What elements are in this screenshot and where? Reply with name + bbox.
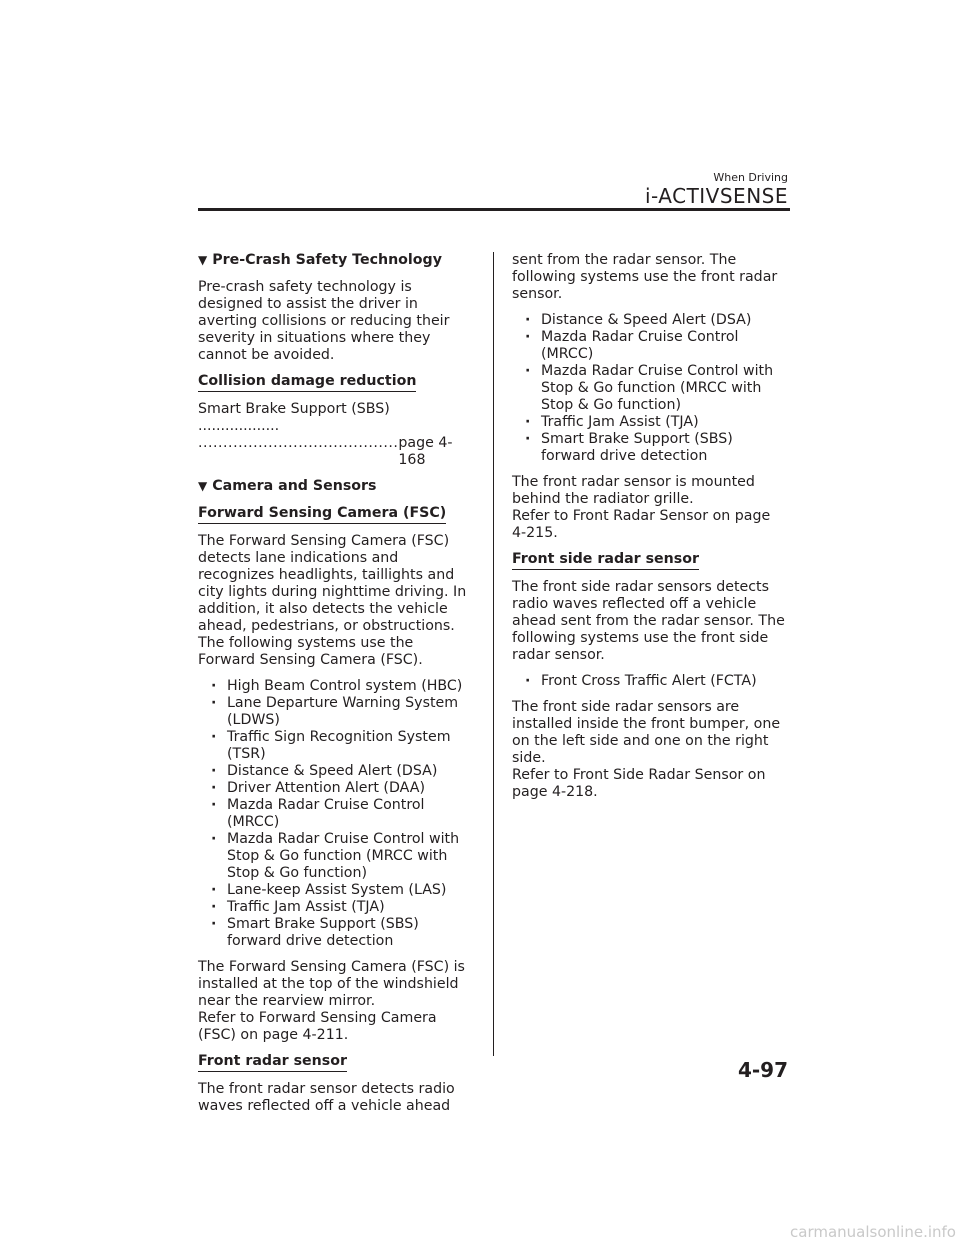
side-radar-system-list xyxy=(512,673,788,690)
list-item: · Mazda Radar Cruise Control with Stop & Go function (MRCC with Stop & Go function) xyxy=(211,831,474,882)
list-item: · Mazda Radar Cruise Control (MRCC) xyxy=(211,797,474,831)
list-item: · Distance & Speed Alert (DSA) xyxy=(525,312,788,329)
fsc-paragraph: The Forward Sensing Camera (FSC) detects lane indications and recognizes headlights, taillights and city lights during nighttime driving. In addition, it also detects the vehicle ahead, pedestrians, or obstructions. The following systems use the Forward Sensing Camera (FSC). xyxy=(198,533,467,668)
list-item: · Lane-keep Assist System (LAS) xyxy=(211,882,474,899)
heading-camera-sensors: ▼ Camera and Sensors xyxy=(198,478,377,494)
list-item: · Traffic Jam Assist (TJA) xyxy=(525,414,788,431)
page-number: 4-97 xyxy=(737,1058,788,1082)
list-item: · Smart Brake Support (SBS) forward drive detection xyxy=(211,916,474,950)
radar-refer-link[interactable]: Refer to Front Radar Sensor on page 4-215. xyxy=(512,508,771,541)
subheading-front-side-radar: Front side radar sensor xyxy=(512,551,699,570)
list-item: · Mazda Radar Cruise Control (MRCC) xyxy=(525,329,788,363)
side-radar-paragraph: The front side radar sensors detects radio waves reflected off a vehicle ahead sent from the radar sensor. The following systems use the front side radar sensor. xyxy=(512,579,785,663)
section-label: When Driving xyxy=(713,171,788,184)
sbs-page-link[interactable]: page 4-168 xyxy=(398,435,453,468)
sbs-reference-line: Smart Brake Support (SBS) .................. xyxy=(198,401,390,434)
header-rule xyxy=(198,208,790,211)
fsc-system-list xyxy=(198,678,474,950)
pre-crash-paragraph: Pre-crash safety technology is designed to assist the driver in averting collisions or reducing their severity in situations where they cannot be avoided. xyxy=(198,279,450,363)
radar-system-list xyxy=(512,312,788,465)
sbs-reference-page-row xyxy=(198,435,474,469)
list-item: · Distance & Speed Alert (DSA) xyxy=(211,763,474,780)
side-radar-install-text: The front side radar sensors are installed inside the front bumper, one on the left side and one on the right side. xyxy=(512,699,781,766)
fsc-refer-link[interactable]: Refer to Forward Sensing Camera (FSC) on page 4-211. xyxy=(198,1010,437,1043)
list-item: · Mazda Radar Cruise Control with Stop & Go function (MRCC with Stop & Go function) xyxy=(525,363,788,414)
list-item: · Front Cross Traffic Alert (FCTA) xyxy=(525,673,788,690)
side-radar-refer-link[interactable]: Refer to Front Side Radar Sensor on page 4-218. xyxy=(512,767,766,800)
fsc-install-text: The Forward Sensing Camera (FSC) is installed at the top of the windshield near the rearview mirror. xyxy=(198,959,465,1009)
leader-dots: ........................................ xyxy=(198,435,399,451)
subheading-front-radar: Front radar sensor xyxy=(198,1053,347,1072)
radar-paragraph-start: The front radar sensor detects radio waves reflected off a vehicle ahead xyxy=(198,1081,455,1114)
list-item: · Traffic Jam Assist (TJA) xyxy=(211,899,474,916)
list-item: · Driver Attention Alert (DAA) xyxy=(211,780,474,797)
triangle-down-icon: ▼ xyxy=(198,479,208,493)
watermark: carmanualsonline.info xyxy=(790,1223,956,1241)
list-item: · Lane Departure Warning System (LDWS) xyxy=(211,695,474,729)
list-item: · Smart Brake Support (SBS) forward drive detection xyxy=(525,431,788,465)
list-item: · High Beam Control system (HBC) xyxy=(211,678,474,695)
triangle-down-icon: ▼ xyxy=(198,253,208,267)
subheading-fsc: Forward Sensing Camera (FSC) xyxy=(198,505,446,524)
left-column xyxy=(198,252,474,1124)
right-column xyxy=(512,252,788,810)
radar-mount-text: The front radar sensor is mounted behind the radiator grille. xyxy=(512,474,755,507)
subheading-collision: Collision damage reduction xyxy=(198,373,416,392)
radar-paragraph-continued: sent from the radar sensor. The following systems use the front radar sensor. xyxy=(512,252,778,302)
list-item: · Traffic Sign Recognition System (TSR) xyxy=(211,729,474,763)
column-divider xyxy=(493,252,494,1056)
heading-pre-crash: ▼ Pre-Crash Safety Technology xyxy=(198,252,442,268)
chapter-title: i-ACTIVSENSE xyxy=(644,184,788,208)
